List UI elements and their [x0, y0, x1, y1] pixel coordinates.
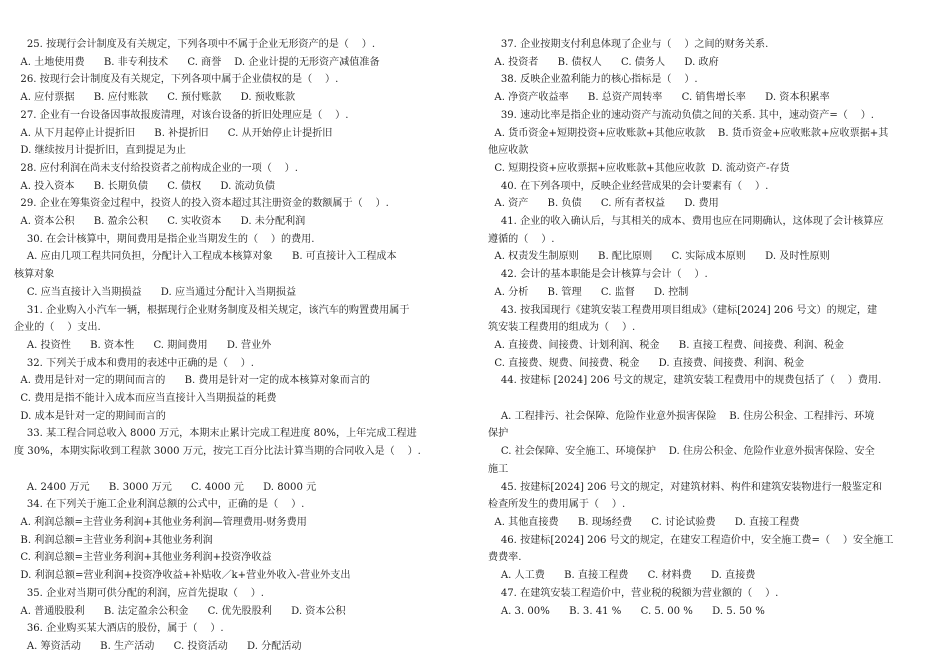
left-text-line: 32. 下列关于成本和费用的表述中正确的是（ ）. — [14, 357, 254, 369]
right-text-line: A. 3. 00% B. 3. 41 % C. 5. 00 % D. 5. 50 % — [488, 605, 765, 617]
right-text-line: 保护 — [488, 428, 509, 440]
right-text-line: 费费率. — [488, 552, 522, 564]
left-text-line: A. 投入资本 B. 长期负债 C. 债权 D. 流动负债 — [14, 180, 275, 192]
left-text-line — [14, 461, 466, 479]
right-text-line: 施工 — [488, 463, 509, 475]
left-text-line: 27. 企业有一台设备因事故报废清理，对该台设备的折旧处理应是（ ）. — [14, 109, 349, 121]
right-text-line: A. 直接费、间接费、计划利润、税金 B. 直接工程费、间接费、利润、税金 — [488, 339, 845, 351]
left-text-line: A. 资本公积 B. 盈余公积 C. 实收资本 D. 未分配利润 — [14, 216, 306, 228]
left-text-line: 29. 企业在筹集资金过程中，投资人的投入资本超过其注册资金的数额属于（ ）. — [14, 198, 389, 210]
right-text-line: 45. 按建标[2024] 206 号文的规定，对建筑材料、构件和建筑安装物进行一般鉴定和 — [488, 481, 883, 493]
left-text-line: 36. 企业购买某大酒店的股份，属于（ ）. — [14, 623, 224, 635]
right-text-line: 41. 企业的收入确认后，与其相关的成本、费用也应在同期确认，这体现了会计核算应 — [488, 216, 884, 228]
right-text-line: 43. 按我国现行《建筑安装工程费用项目组成》（建标[2024] 206 号文）的规定，建 — [488, 304, 878, 316]
left-text-line: 28. 应付利润在尚未支付给投资者之前构成企业的一项（ ）. — [14, 162, 298, 174]
right-text-line: 检查所发生的费用属于（ ）. — [488, 499, 626, 511]
left-text-line: A. 应由几项工程共同负担，分配计入工程成本核算对象 B. 可直接计入工程成本 — [14, 251, 397, 263]
right-text-line: 39. 速动比率是指企业的速动资产与流动负债之间的关系. 其中，速动资产=（ ）. — [488, 109, 875, 121]
left-text-line: A. 从下月起停止计提折旧 B. 补提折旧 C. 从开始停止计提折旧 — [14, 127, 333, 139]
left-text-line: A. 利润总额=主营业务利润+其他业务利润—管理费用-财务费用 — [14, 516, 307, 528]
left-text-line: C. 应当直接计入当期损益 D. 应当通过分配计入当期损益 — [14, 286, 297, 298]
left-text-line: C. 利润总额=主营业务利润+其他业务利润+投资净收益 — [14, 552, 272, 564]
right-text-line: C. 直接费、规费、间接费、税金 D. 直接费、间接费、利润、税金 — [488, 357, 805, 369]
left-text-line: 35. 企业对当期可供分配的利润，应首先提取（ ）. — [14, 587, 265, 599]
right-text-line: A. 货币资金+短期投资+应收账款+其他应收款 B. 货币资金+应收账款+应收票据+其 — [488, 127, 889, 139]
left-text-line: 核算对象 — [14, 269, 55, 281]
right-text-line: 40. 在下列各项中，反映企业经营成果的会计要素有（ ）. — [488, 180, 769, 192]
left-text-line: A. 费用是针对一定的期间而言的 B. 费用是针对一定的成本核算对象而言的 — [14, 375, 371, 387]
left-text-line: A. 2400 万元 B. 3000 万元 C. 4000 元 D. 8000 元 — [14, 481, 317, 493]
left-text-line: A. 普通股股利 B. 法定盈余公积金 C. 优先股股利 D. 资本公积 — [14, 605, 346, 617]
right-text-line: A. 净资产收益率 B. 总资产周转率 C. 销售增长率 D. 资本积累率 — [488, 92, 830, 104]
right-text-line: 37. 企业按期支付利息体现了企业与（ ）之间的财务关系. — [488, 39, 769, 50]
left-text-line: C. 费用是指不能计入成本而应当直接计入当期损益的耗费 — [14, 393, 277, 405]
right-text-line: A. 投资者 B. 债权人 C. 债务人 D. 政府 — [488, 56, 719, 68]
left-text-line: B. 利润总额=主营业务利润+其他业务利润 — [14, 534, 213, 546]
left-text-line: 度 30%，本期实际收到工程款 3000 万元，按完工百分比法计算当期的合同收入是（ ）. — [14, 446, 421, 458]
right-text-line: A. 工程排污、社会保障、危险作业意外损害保险 B. 住房公积金、工程排污、环境 — [488, 410, 875, 422]
right-text-line: 他应收款 — [488, 145, 529, 157]
left-text-line: D. 继续按月计提折旧，直到提足为止 — [14, 145, 186, 157]
right-text-line: A. 资产 B. 负债 C. 所有者权益 D. 费用 — [488, 198, 719, 210]
left-text-line: A. 投资性 B. 资本性 C. 期间费用 D. 营业外 — [14, 339, 272, 351]
left-text-line: 26. 按现行会计制度及有关规定，下列各项中属于企业债权的是（ ）. — [14, 74, 339, 86]
right-text-line: A. 分析 B. 管理 C. 监督 D. 控制 — [488, 286, 689, 298]
right-text-line: 46. 按建标[2024] 206 号文的规定，在建安工程造价中，安全施工费=（ ）安全施工 — [488, 534, 894, 546]
left-text-line: 33. 某工程合同总收入 8000 万元，本期末止累计完成工程进度 80%，上年完成工程进 — [14, 428, 417, 440]
right-text-line: 38. 反映企业盈利能力的核心指标是（ ）. — [488, 74, 698, 86]
right-text-line: 筑安装工程费用的组成为（ ）. — [488, 322, 636, 334]
left-text-line: A. 应付票据 B. 应付账款 C. 预付账款 D. 预收账款 — [14, 92, 296, 104]
right-text-line: A. 人工费 B. 直接工程费 C. 材料费 D. 直接费 — [488, 570, 756, 582]
left-text-line: 企业的（ ）支出. — [14, 322, 101, 334]
left-text-line: 34. 在下列关于施工企业利润总额的公式中，正确的是（ ）. — [14, 499, 305, 511]
right-text-line: 遵循的（ ）. — [488, 233, 555, 245]
right-text-line: 44. 按建标 [2024] 206 号文的规定，建筑安装工程费用中的规费包括了（ ）费用. — [488, 375, 882, 387]
right-text-line — [488, 390, 936, 408]
left-column — [14, 36, 466, 656]
right-column — [488, 36, 936, 620]
left-text-line: D. 成本是针对一定的期间而言的 — [14, 410, 166, 422]
left-text-line: D. 利润总额=营业利润+投资净收益+补贴收／k+营业外收入-营业外支出 — [14, 570, 351, 582]
left-text-line: 25. 按现行会计制度及有关规定，下列各项中不属于企业无形资产的是（ ）. — [14, 39, 376, 50]
right-text-line: C. 短期投资+应收票据+应收账款+其他应收款 D. 流动资产-存货 — [488, 162, 790, 174]
right-text-line: A. 其他直接费 B. 现场经费 C. 讨论试验费 D. 直接工程费 — [488, 516, 800, 528]
left-text-line: 30. 在会计核算中，期间费用是指企业当期发生的（ ）的费用. — [14, 233, 315, 245]
right-text-line: A. 权责发生制原则 B. 配比原则 C. 实际成本原则 D. 及时性原则 — [488, 251, 830, 263]
left-text-line: 31. 企业购入小汽车一辆，根据现行企业财务制度及相关规定，该汽车的购置费用属于 — [14, 304, 410, 316]
right-text-line: C. 社会保障、安全施工、环境保护 D. 住房公积金、危险作业意外损害保险、安全 — [488, 446, 875, 458]
left-text-line: A. 土地使用费 B. 非专利技术 C. 商誉 D. 企业计提的无形资产减值准备 — [14, 56, 380, 68]
left-text-line: A. 筹资活动 B. 生产活动 C. 投资活动 D. 分配活动 — [14, 640, 302, 652]
right-text-line: 42. 会计的基本职能是会计核算与会计（ ）. — [488, 269, 708, 281]
right-text-line: 47. 在建筑安装工程造价中，营业税的税额为营业额的（ ）. — [488, 587, 779, 599]
